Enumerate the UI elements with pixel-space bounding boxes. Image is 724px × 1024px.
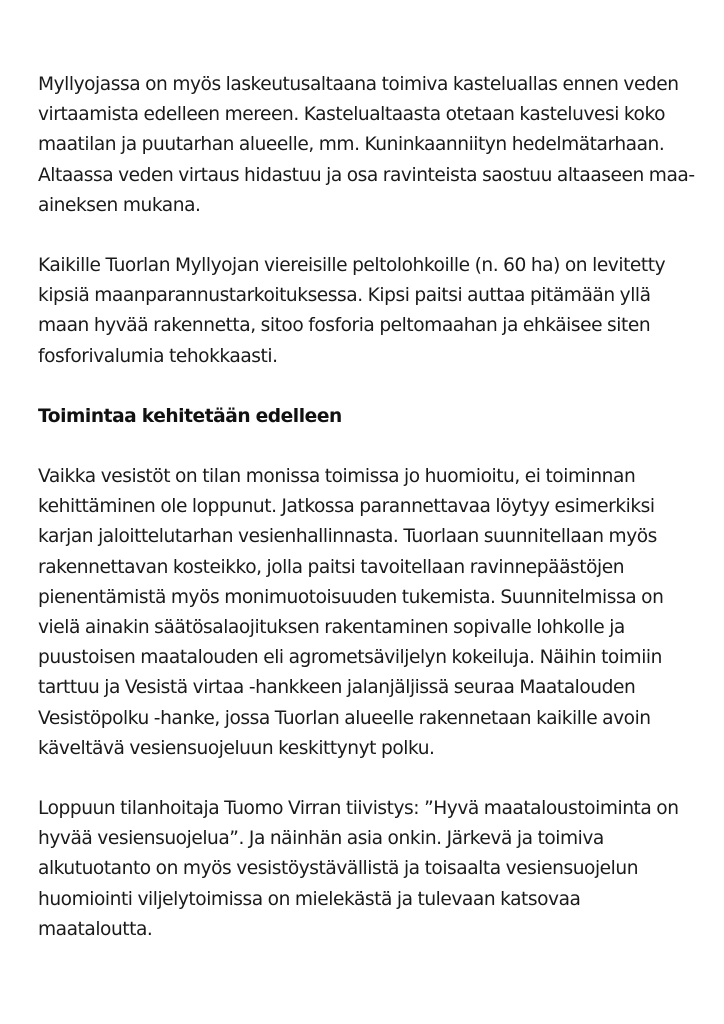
paragraph-conclusion: Loppuun tilanhoitaja Tuomo Virran tiivistys: ”Hyvä maataloustoiminta on hyvää vesiensuojelua”. Ja näinhän asia onkin. Järkevä ja toimiva alkutuotanto on myös vesistöystävällistä ja toisaalta vesiensuojelun huomiointi viljelytoimissa on mielekästä ja tulevaan katsovaa maataloutta.	[38, 798, 679, 940]
section-heading: Toimintaa kehitetään edelleen	[38, 405, 342, 427]
paragraph-irrigation-pond: Myllyojassa on myös laskeutusaltaana toimiva kasteluallas ennen veden virtaamista edelleen mereen. Kastelualtaasta otetaan kasteluvesi koko maatilan ja puutarhan alueelle, mm. Kuninkaanniityn hedelmätarhaan. Altaassa veden virtaus hidastuu ja osa ravinteista saostuu altaaseen maa-aineksen mukana.	[38, 74, 695, 216]
document-page	[38, 70, 698, 975]
paragraph-development: Vaikka vesistöt on tilan monissa toimissa jo huomioitu, ei toiminnan kehittäminen ole loppunut. Jatkossa parannettavaa löytyy esimerkiksi karjan jaloittelutarhan vesienhallinnasta. Tuorlaan suunnitellaan myös rakennettavan kosteikko, jolla paitsi tavoitellaan ravinnepäästöjen pienentämistä myös monimuotoisuuden tukemista. Suunnitelmissa on vielä ainakin säätösalaojituksen rakentaminen sopivalle lohkolle ja puustoisen maatalouden eli agrometsäviljelyn kokeiluja. Näihin toimiin tarttuu ja Vesistä virtaa -hankkeen jalanjäljissä seuraa Maatalouden Vesistöpolku -hanke, jossa Tuorlan alueelle rakennetaan kaikille avoin käveltävä vesiensuojeluun keskittynyt polku.	[38, 466, 664, 759]
paragraph-gypsum: Kaikille Tuorlan Myllyojan viereisille peltolohkoille (n. 60 ha) on levitetty kipsiä maanparannustarkoituksessa. Kipsi paitsi auttaa pitämään yllä maan hyvää rakennetta, sitoo fosforia peltomaahan ja ehkäisee siten fosforivalumia tehokkaasti.	[38, 255, 666, 367]
